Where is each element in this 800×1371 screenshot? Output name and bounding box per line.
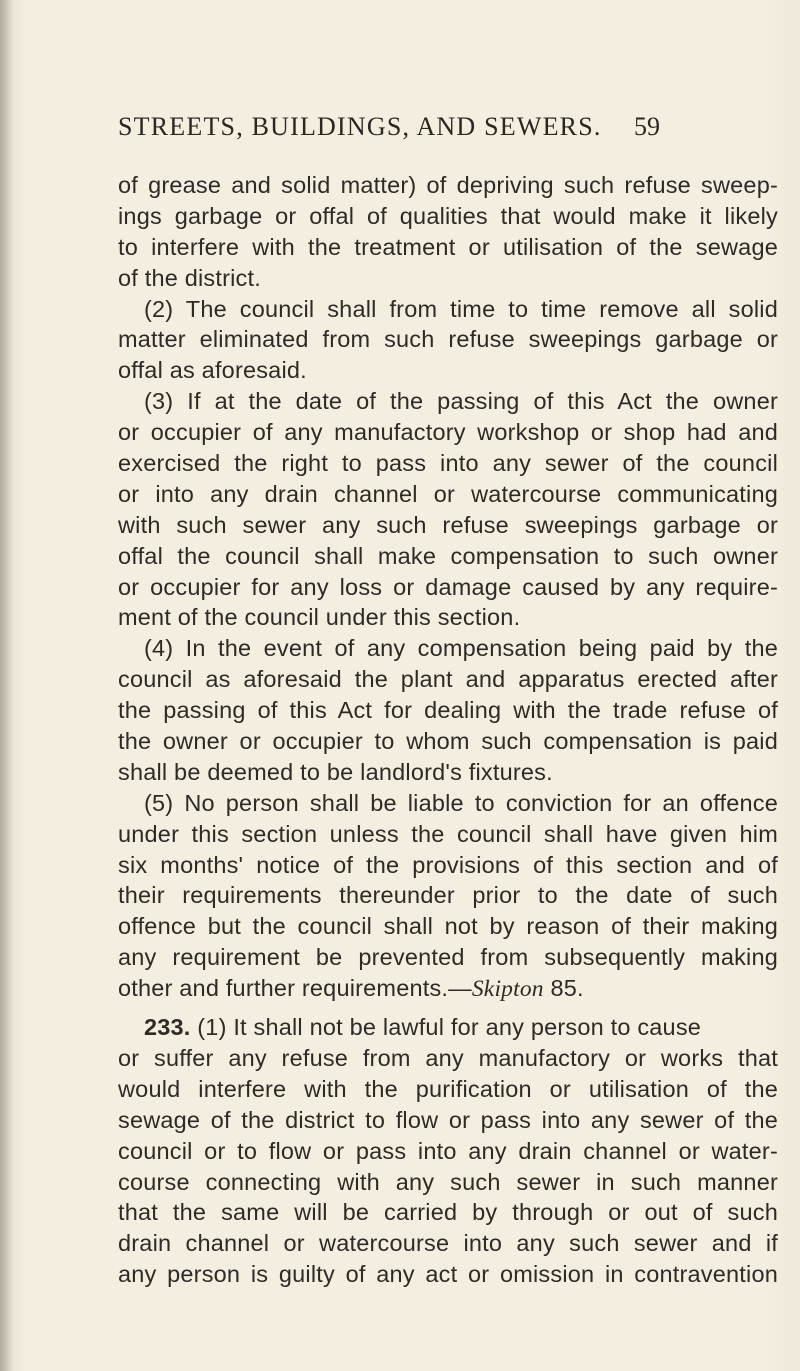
text-line: (2) The council shall from time to time remove all solid [144,295,778,322]
text-line: matter eliminated from such refuse sweepings garbage or [118,326,778,353]
text-line [118,1012,778,1043]
text-line: to interfere with the treatment or utilisation of the sewage [118,233,778,260]
text-line: shall be deemed to be landlord's fixtures. [118,758,553,785]
text-line: course connecting with any such sewer in such manner [118,1168,778,1195]
text-line: would interfere with the purification or utilisation of the [118,1075,778,1102]
text-line: council as aforesaid the plant and apparatus erected after [118,666,778,693]
running-head [118,112,778,148]
text-segment: (1) It shall not be lawful for any person to cause [190,1014,702,1041]
text-line: (5) No person shall be liable to conviction for an offence [144,789,778,816]
text-line: drain channel or watercourse into any such sewer and if [118,1230,778,1257]
text-line: of grease and solid matter) of depriving such refuse sweep- [118,172,778,198]
body-text [118,170,778,1290]
text-line: or occupier for any loss or damage caused by any require- [118,573,778,600]
section-number: 233. [144,1014,191,1041]
citation-italic: Skipton [471,976,544,1003]
text-line: that the same will be carried by through or out of such [118,1199,778,1226]
text-line: any requirement be prevented from subsequently making [118,944,778,971]
text-line: ment of the council under this section. [118,604,521,631]
text-line [118,973,778,1004]
text-line: (4) In the event of any compensation being paid by the [144,635,778,662]
text-line: under this section unless the council shall have given him [118,820,778,847]
page-number: 59 [634,112,660,141]
text-line: exercised the right to pass into any sewer of the council [118,450,778,477]
text-line: offal as aforesaid. [118,357,307,384]
text-line: of the district. [118,264,261,291]
text-line: six months' notice of the provisions of this section and of [118,851,778,878]
text-segment: other and further requirements.— [118,975,472,1002]
text-line: or into any drain channel or watercourse communicating [118,480,778,507]
text-line: the owner or occupier to whom such compensation is paid [118,728,778,755]
text-segment: 85. [543,975,584,1002]
text-line: offal the council shall make compensation to such owner [118,542,778,569]
text-line: with such sewer any such refuse sweepings garbage or [118,511,778,538]
text-line: the passing of this Act for dealing with the trade refuse of [118,697,778,724]
text-line: their requirements thereunder prior to the date of such [118,882,778,909]
running-title: STREETS, BUILDINGS, AND SEWERS. [118,112,602,141]
text-line: sewage of the district to flow or pass into any sewer of the [118,1106,778,1133]
gutter-shadow [0,0,14,1371]
text-line: offence but the council shall not by reason of their making [118,913,778,940]
text-line: ings garbage or offal of qualities that would make it likely [118,202,778,229]
text-line: council or to flow or pass into any drain channel or water- [118,1137,778,1164]
text-line: any person is guilty of any act or omission in contravention [118,1261,778,1288]
text-line: or suffer any refuse from any manufactory or works that [118,1044,778,1071]
text-line: or occupier of any manufactory workshop or shop had and [118,419,778,446]
text-line: (3) If at the date of the passing of this Act the owner [144,388,778,415]
